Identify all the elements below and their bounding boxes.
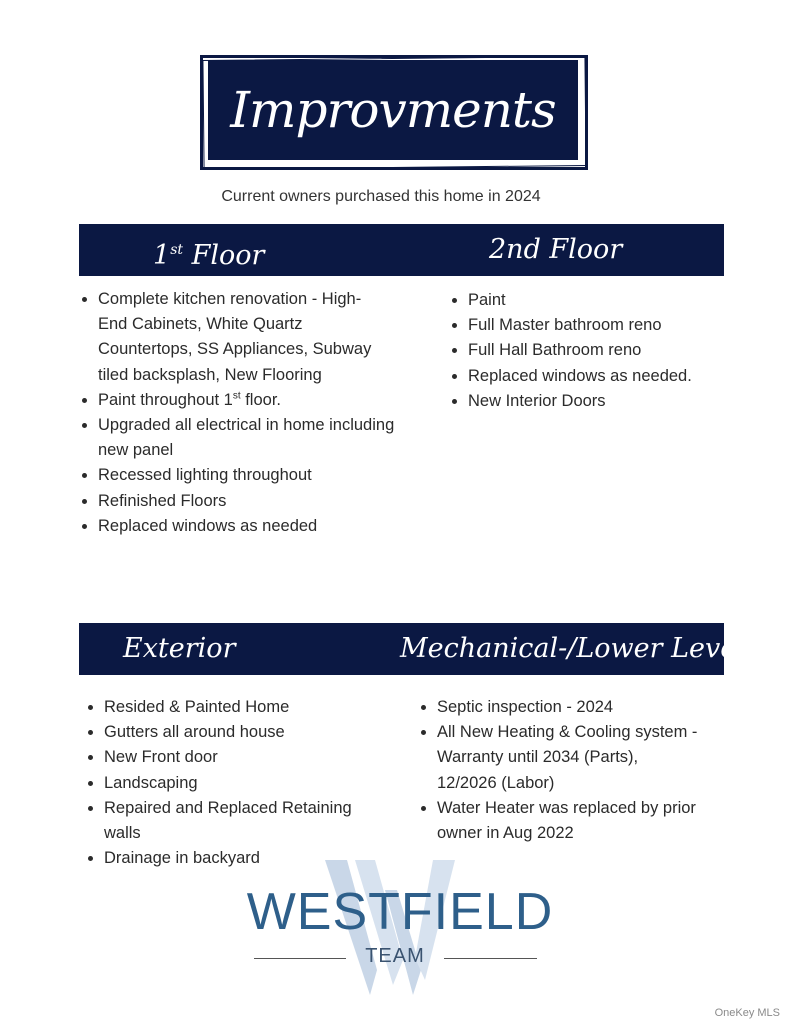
page-title: Improvments bbox=[230, 81, 556, 139]
mls-watermark: OneKey MLS bbox=[714, 1007, 780, 1019]
list-item: Resided & Painted Home bbox=[104, 695, 424, 720]
list-item: Recessed lighting throughout bbox=[98, 463, 458, 488]
list-item: Full Master bathroom reno bbox=[468, 313, 768, 338]
mechanical-heading: Mechanical-/Lower Level bbox=[400, 633, 745, 664]
list-item: Replaced windows as needed. bbox=[468, 364, 768, 389]
logo-rule-left bbox=[254, 958, 346, 959]
exterior-band bbox=[79, 623, 745, 675]
logo-rule-right bbox=[444, 958, 537, 959]
list-item: Paint throughout 1st floor. bbox=[98, 388, 458, 413]
second-floor-heading: 2nd Floor bbox=[489, 234, 623, 265]
logo-wordmark: WESTFIELD bbox=[246, 883, 554, 941]
list-item: Complete kitchen renovation - High- End Cabinets, White Quartz Countertops, SS Appliances, Subway tiled backsplash, New Flooring bbox=[98, 287, 458, 388]
list-item: New Interior Doors bbox=[468, 389, 768, 414]
exterior-heading: Exterior bbox=[123, 633, 236, 664]
second-floor-list bbox=[448, 288, 768, 414]
list-item: Paint bbox=[468, 288, 768, 313]
list-item: Refinished Floors bbox=[98, 489, 458, 514]
first-floor-heading: 1st Floor bbox=[153, 240, 265, 271]
exterior-list bbox=[84, 695, 424, 871]
subtitle: Current owners purchased this home in 2024 bbox=[221, 188, 541, 205]
list-item: Full Hall Bathroom reno bbox=[468, 338, 768, 363]
list-item: Gutters all around house bbox=[104, 720, 424, 745]
list-item: Landscaping bbox=[104, 771, 424, 796]
list-item: Drainage in backyard bbox=[104, 846, 424, 871]
first-floor-list bbox=[78, 287, 458, 539]
list-item: Water Heater was replaced by prior owner in Aug 2022 bbox=[437, 796, 767, 846]
list-item: Upgraded all electrical in home including new panel bbox=[98, 413, 458, 463]
list-item: New Front door bbox=[104, 745, 424, 770]
mechanical-list bbox=[417, 695, 767, 846]
list-item: Repaired and Replaced Retaining walls bbox=[104, 796, 424, 846]
list-item: Septic inspection - 2024 bbox=[437, 695, 767, 720]
list-item: All New Heating & Cooling system - Warranty until 2034 (Parts), 12/2026 (Labor) bbox=[437, 720, 767, 796]
logo-team: TEAM bbox=[365, 945, 425, 967]
list-item: Replaced windows as needed bbox=[98, 514, 458, 539]
floors-band bbox=[79, 224, 724, 276]
